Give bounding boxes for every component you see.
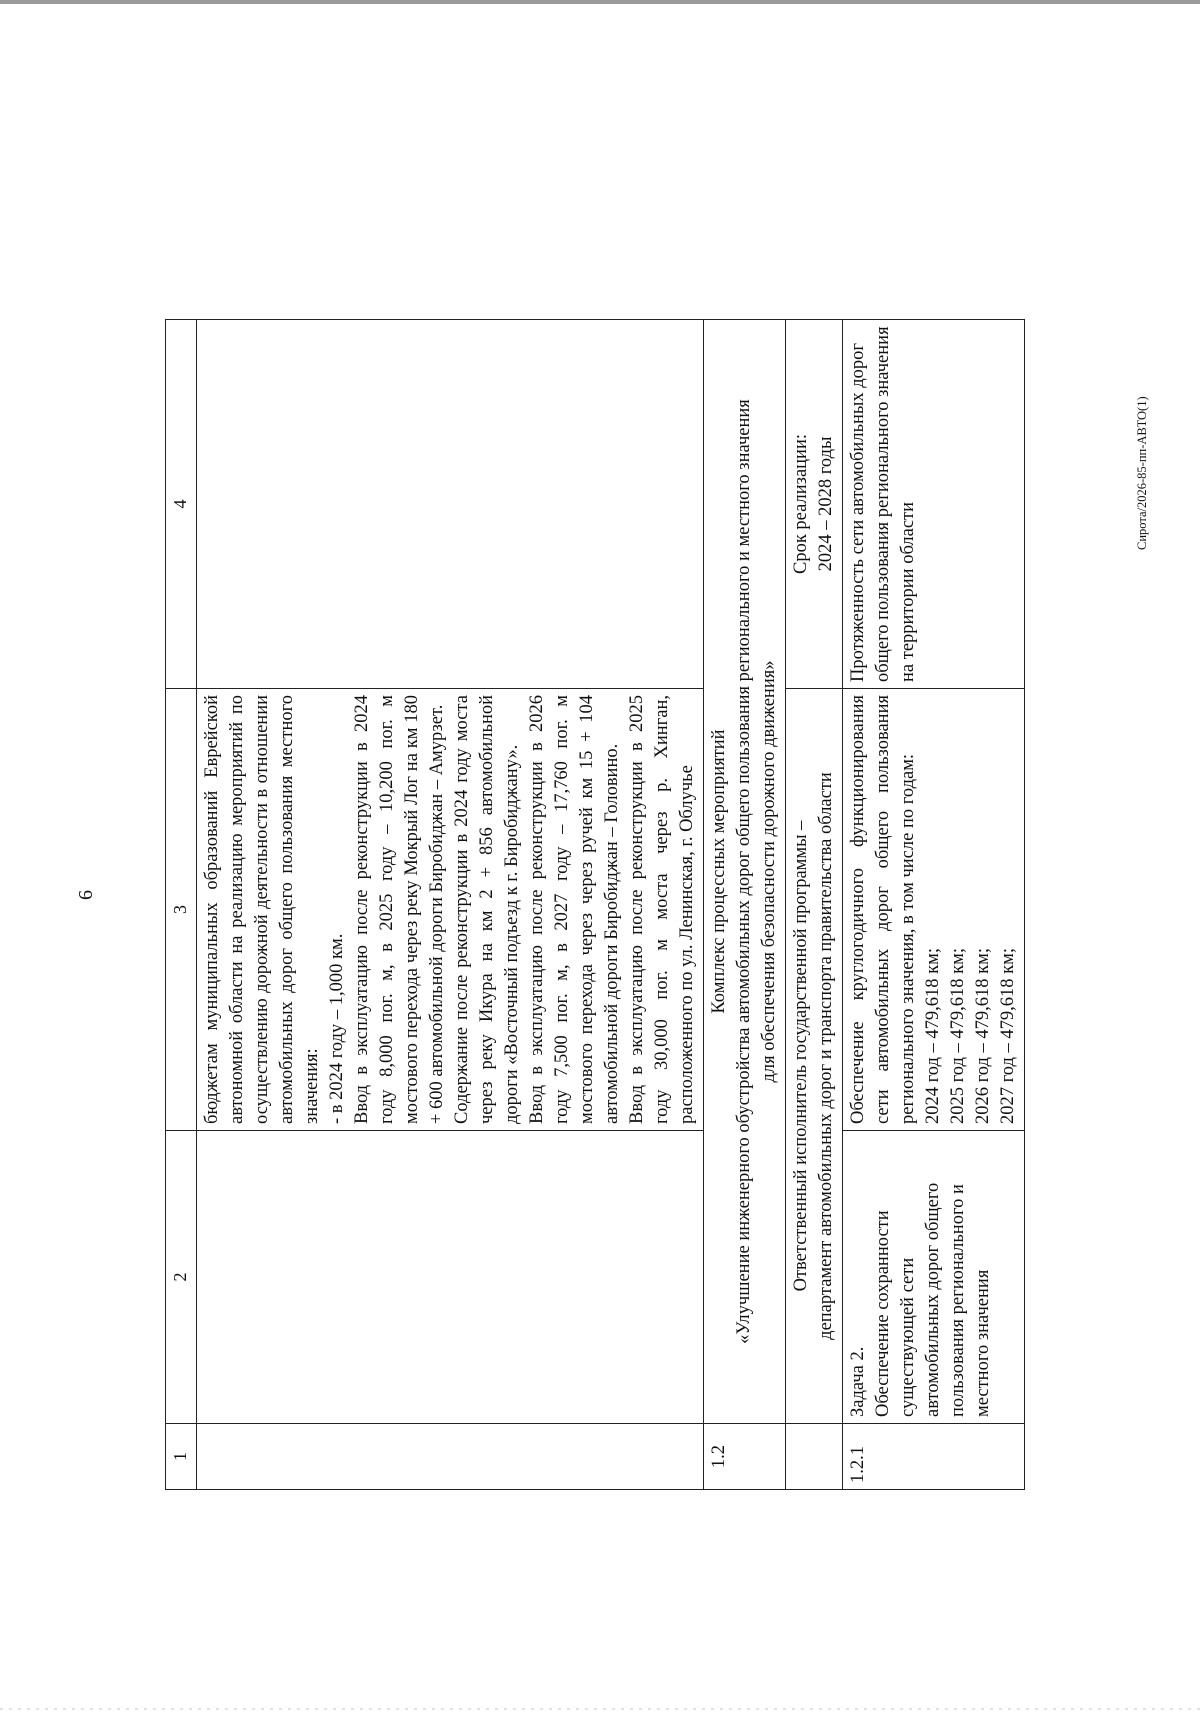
header-col-4: 4 [166,320,197,689]
continuation-paragraph: Ввод в эксплуатацию после реконструкции в 2025 году 30,000 пог. м моста через р. Хинган, расположенного по ул. Ленинская, г. Облучье [627,695,697,1124]
scan-bottom-noise [0,1708,1200,1710]
responsible-executor [786,689,843,1424]
term-line: Срок реализации: [791,434,811,575]
executor-line: департамент автомобильных дорог и транспорта правительства области [816,772,836,1340]
task-description: Задача 2. Обеспечение сохранности существующей сети автомобильных дорог общего пользования регионального и местного значения [843,1131,1025,1424]
continuation-row [197,320,704,1490]
continuation-col-1 [197,1424,704,1490]
section-number: 1.2 [704,1424,786,1490]
continuation-col-4 [197,320,704,689]
section-title [704,320,786,1424]
task-result-intro: Обеспечение круглогодичного функционирования сети автомобильных дорог общего пользования регионального значения, в том числе по годам: [848,695,918,1124]
section-title-line: Комплекс процессных мероприятий [709,729,729,1014]
continuation-paragraph: бюджетам муниципальных образований Еврейской автономной области на реализацию мероприятий по осуществлению дорожной деятельности в отношении автомобильных дорог общего пользования местного значения: [202,695,322,1124]
task-result-year: 2024 год – 479,618 км; [923,948,943,1124]
task-row [843,320,1025,1490]
section-title-line: «Улучшение инженерного обустройства автомобильных дорог общего пользования регионального и местного значения [734,399,754,1344]
document-code: Сирота/2026-85-пп-АВТО(1) [1135,396,1149,550]
continuation-paragraph: Ввод в эксплуатацию после реконструкции в 2026 году 7,500 пог. м, в 2027 году – 17,760 пог. м мостового перехода через через ручей км 15 + 104 автомобильной дороги Биробиджан – Головино. [527,695,622,1124]
continuation-col-2 [197,1131,704,1424]
task-indicator: Протяженность сети автомобильных дорог общего пользования регионального значения на территории области [843,320,1025,689]
term-line: 2024 – 2028 годы [816,436,836,572]
scan-top-edge [0,0,1200,4]
header-col-2: 2 [166,1131,197,1424]
section-title-line: для обеспечения безопасности дорожного движения» [759,660,779,1083]
task-result [843,689,1025,1131]
program-table [165,319,1025,1490]
page-number: 6 [75,890,97,900]
header-col-1: 1 [166,1424,197,1490]
task-result-year: 2027 год – 479,618 км; [998,948,1018,1124]
section-row [704,320,786,1490]
header-col-3: 3 [166,689,197,1131]
continuation-paragraph: Ввод в эксплуатацию после реконструкции в 2024 году 8,000 пог. м, в 2025 году – 10,200 пог. м мостового перехода через реку Мокрый Лог на км 180 + 600 автомобильной дороги Биробиджан – Амурзет. [352,695,447,1124]
continuation-col-3 [197,689,704,1131]
continuation-paragraph: Содержание после реконструкции в 2024 году моста через реку Икура на км 2 + 856 автомобильной дороги «Восточный подъезд к г. Биробиджану». [452,695,522,1124]
header-row [166,320,197,1490]
executor-line: Ответственный исполнитель государственной программы – [791,820,811,1292]
implementation-term [786,320,843,689]
executor-col-1 [786,1424,843,1490]
task-number: 1.2.1 [843,1424,1025,1490]
executor-row [786,320,843,1490]
task-result-year: 2026 год – 479,618 км; [973,948,993,1124]
task-result-year: 2025 год – 479,618 км; [948,948,968,1124]
continuation-paragraph: - в 2024 году – 1,000 км. [327,933,347,1124]
rotated-landscape-page [0,210,1149,1580]
